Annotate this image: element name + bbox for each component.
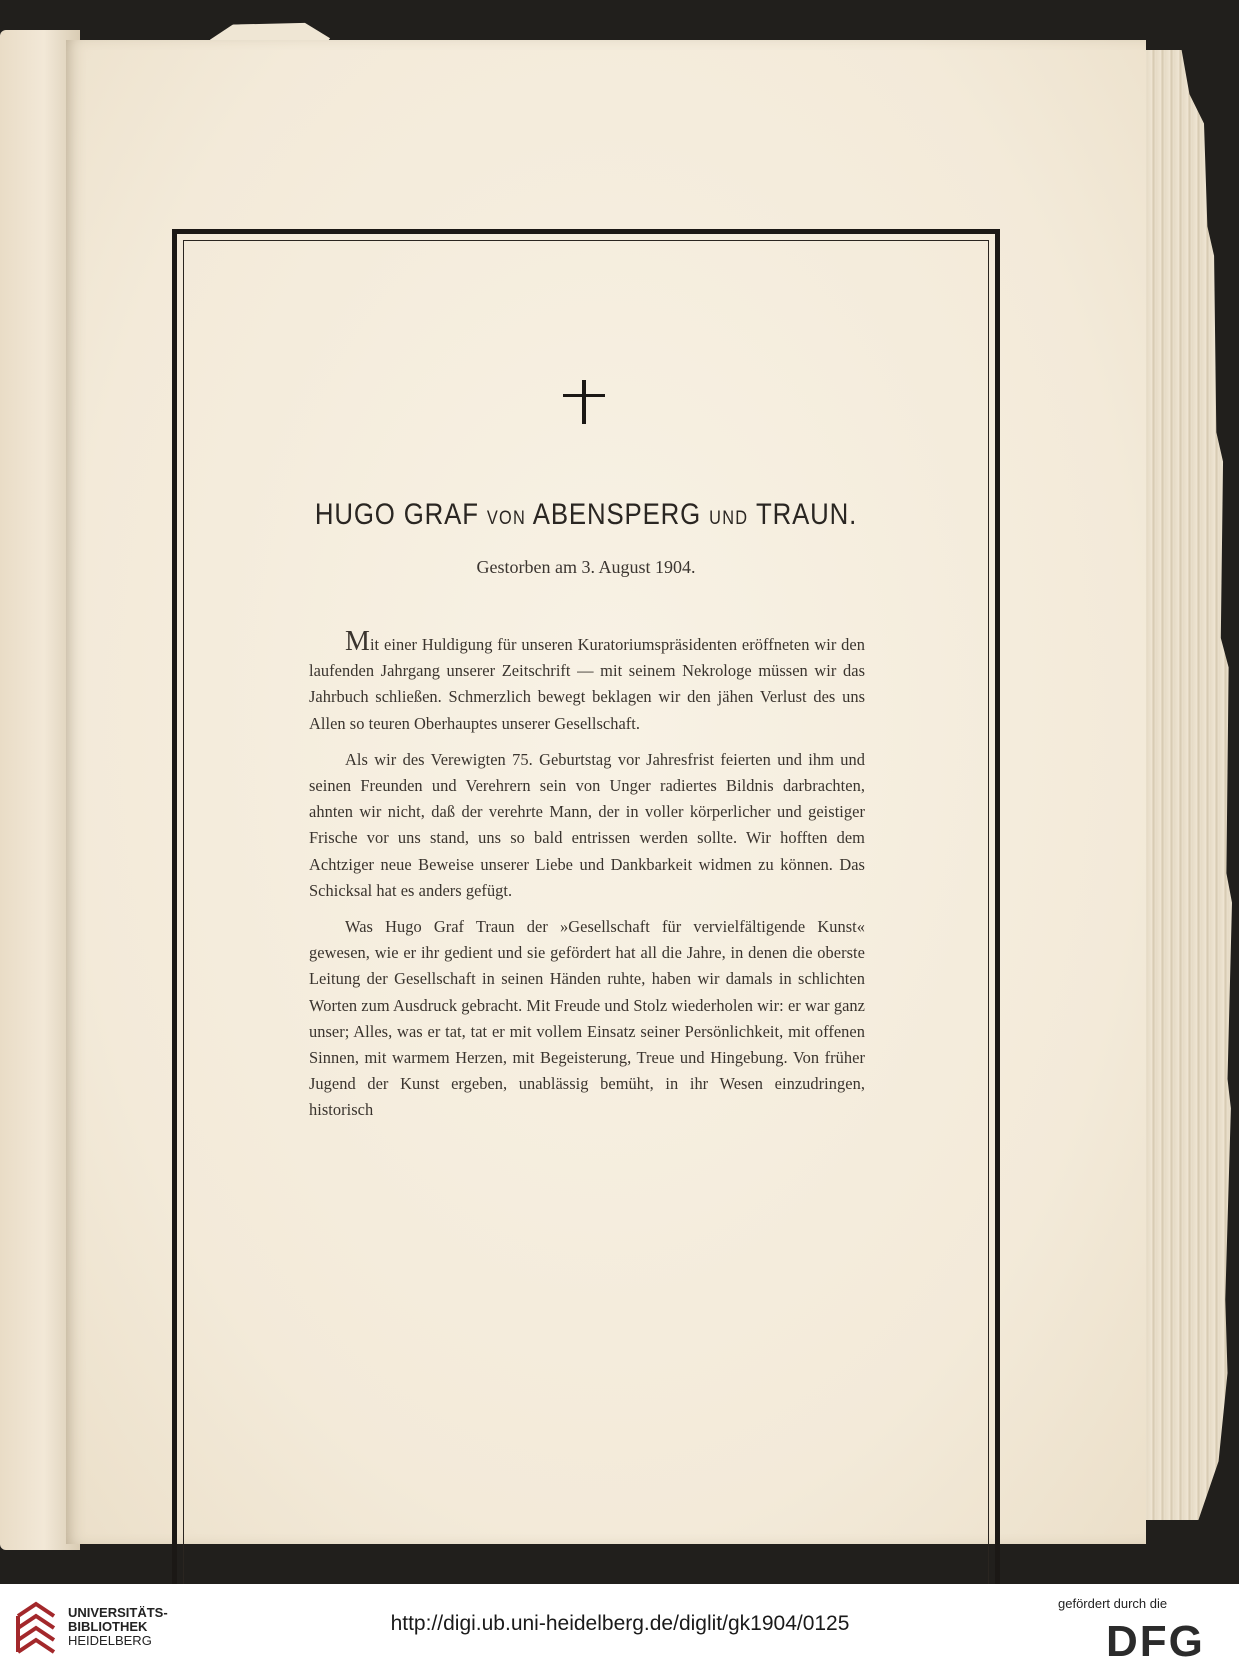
obituary-title: [230, 498, 942, 532]
title-part-small: VON: [486, 508, 527, 529]
obituary-body: [309, 626, 865, 1134]
library-line-1: UNIVERSITÄTS-: [68, 1605, 168, 1620]
title-part-small: UND: [709, 508, 749, 529]
dfg-logo: [1106, 1618, 1224, 1662]
drop-cap: M: [345, 626, 370, 657]
paragraph-3: Was Hugo Graf Traun der »Gesellschaft für vervielfältigende Kunst« gewesen, wie er ihr gedient und sie gefördert hat all die Jahre, in denen die oberste Leitung der Gesellschaft in seinen Händen ruhte, haben wir damals in schlichten Worten zum Ausdruck gebracht. Mit Freude und Stolz wiederholen wir: er war ganz unser; Alles, was er tat, tat er mit vollem Einsatz seiner Persönlichkeit, mit offenen Sinnen, mit warmem Herzen, mit Begeisterung, Treue und Hingebung. Von früher Jugend der Kunst ergeben, unablässig bemüht, in ihr Wesen einzudringen, historisch: [309, 917, 865, 1120]
funding-label: gefördert durch die: [1058, 1596, 1168, 1611]
viewer-footer: [0, 1584, 1239, 1674]
paragraph-text: it einer Huldigung für unseren Kuratoriumspräsidenten eröffneten wir den laufenden Jahrgang unserer Zeitschrift — mit seinem Nekrologe müssen wir das Jahrbuch schließen. Schmerzlich bewegt beklagen wir den jähen Verlust des uns Allen so teuren Oberhauptes unserer Gesellschaft.: [309, 635, 865, 733]
library-name: [68, 1606, 168, 1648]
paragraph-1: [309, 626, 865, 737]
title-part: HUGO GRAF: [314, 498, 487, 531]
paragraph-2: Als wir des Verewigten 75. Geburtstag vor Jahresfrist feierten und ihm und seinen Freunden und Verehrern sein von Unger radiertes Bildnis darbrachten, ahnten wir nicht, daß der verehrte Mann, der in voller körperlicher und geistiger Frische vor uns stand, uns so bald entrissen werden sollte. Wir hofften dem Achtziger neue Beweise unserer Liebe und Dankbarkeit widmen zu können. Das Schicksal hat es anders gefügt.: [309, 749, 865, 900]
library-line-2: BIBLIOTHEK: [68, 1619, 148, 1634]
title-part: ABENSPERG: [526, 498, 710, 531]
title-part: TRAUN.: [748, 498, 858, 531]
death-date: Gestorben am 3. August 1904.: [476, 557, 696, 577]
university-library-logo-icon: [14, 1598, 58, 1660]
library-line-3: HEIDELBERG: [68, 1633, 152, 1648]
permalink-url[interactable]: http://digi.ub.uni-heidelberg.de/diglit/gk1904/0125: [390, 1612, 850, 1635]
cross-icon: [563, 380, 605, 424]
dfg-logo-text: DFG: [1106, 1618, 1205, 1662]
